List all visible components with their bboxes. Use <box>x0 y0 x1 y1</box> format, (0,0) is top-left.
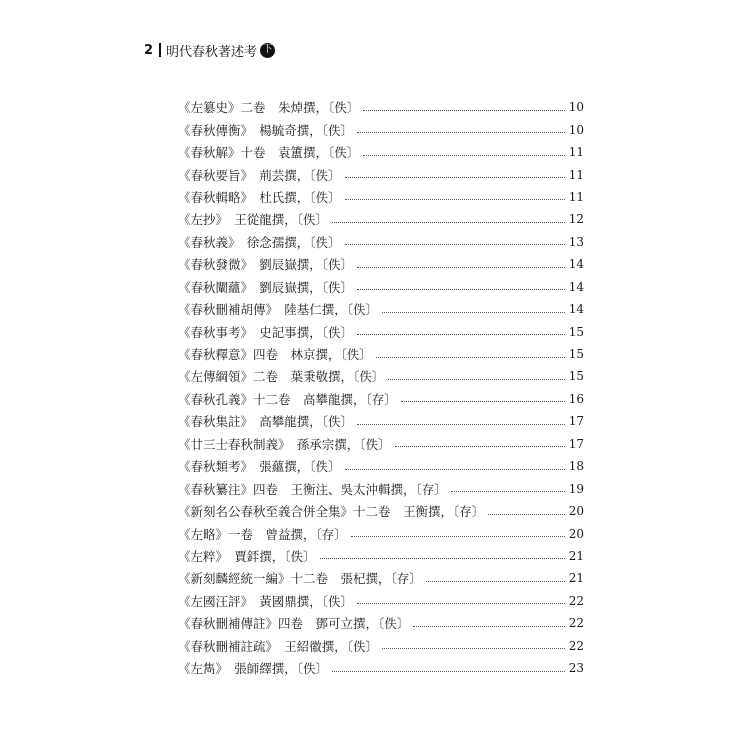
toc-entry-page: 19 <box>568 481 584 496</box>
toc-entry <box>178 96 584 118</box>
dot-leader <box>345 244 565 245</box>
toc-entry-page: 22 <box>568 638 584 653</box>
toc-entry <box>178 141 584 163</box>
dot-leader <box>426 581 565 582</box>
toc-entry <box>178 635 584 657</box>
toc-entry-title: 《春秋解》十卷 袁簠撰，〔佚〕 <box>178 145 360 161</box>
dot-leader <box>395 446 565 447</box>
dot-leader <box>357 334 565 335</box>
toc-entry <box>178 298 584 320</box>
dot-leader <box>357 603 565 604</box>
toc-entry-title: 《春秋要旨》 荊芸撰，〔佚〕 <box>178 167 341 183</box>
dot-leader <box>488 514 564 515</box>
toc-entry <box>178 320 584 342</box>
toc-entry <box>178 118 584 140</box>
toc-entry-page: 13 <box>568 234 584 249</box>
table-of-contents <box>178 96 584 679</box>
toc-entry <box>178 545 584 567</box>
toc-entry-page: 14 <box>568 302 584 317</box>
toc-entry-page: 15 <box>568 324 584 339</box>
page-number: 2 <box>144 42 154 58</box>
toc-entry-page: 14 <box>568 257 584 272</box>
toc-entry-title: 《春秋刪補傳註》四卷 鄧可立撰，〔佚〕 <box>178 616 410 632</box>
book-title: 明代春秋著述考 <box>166 44 258 60</box>
toc-entry-title: 《春秋輯略》 杜氏撰，〔佚〕 <box>178 189 341 205</box>
toc-entry-title: 《春秋事考》 史記事撰，〔佚〕 <box>178 324 354 340</box>
toc-entry-page: 11 <box>568 189 584 204</box>
toc-entry-page: 16 <box>568 391 584 406</box>
dot-leader <box>376 357 565 358</box>
toc-entry-title: 《春秋刪補註疏》 王紹徽撰，〔佚〕 <box>178 638 379 654</box>
toc-entry-title: 《左傳綱領》二卷 葉秉敬撰，〔佚〕 <box>178 369 385 385</box>
toc-entry-title: 《左略》一卷 曾益撰，〔存〕 <box>178 526 347 542</box>
toc-entry <box>178 657 584 679</box>
toc-entry <box>178 388 584 410</box>
toc-entry-title: 《春秋義》 徐念孺撰，〔佚〕 <box>178 234 341 250</box>
toc-entry <box>178 500 584 522</box>
dot-leader <box>332 671 565 672</box>
toc-entry-page: 21 <box>568 571 584 586</box>
dot-leader <box>345 469 565 470</box>
toc-entry-page: 15 <box>568 369 584 384</box>
toc-entry-page: 15 <box>568 347 584 362</box>
toc-entry-page: 21 <box>568 548 584 563</box>
dot-leader <box>357 267 565 268</box>
toc-entry <box>178 186 584 208</box>
toc-entry-title: 《春秋集註》 高攀龍撰，〔佚〕 <box>178 414 354 430</box>
toc-entry <box>178 343 584 365</box>
dot-leader <box>332 222 565 223</box>
toc-entry-page: 17 <box>568 436 584 451</box>
toc-entry-page: 20 <box>568 526 584 541</box>
toc-entry-page: 20 <box>568 504 584 519</box>
dot-leader <box>357 132 565 133</box>
dot-leader <box>351 536 565 537</box>
toc-entry-page: 11 <box>568 167 584 182</box>
toc-entry-page: 10 <box>568 100 584 115</box>
dot-leader <box>345 177 565 178</box>
toc-entry <box>178 612 584 634</box>
toc-entry-title: 《春秋發微》 劉辰嶽撰，〔佚〕 <box>178 257 354 273</box>
toc-entry <box>178 231 584 253</box>
dot-leader <box>413 626 564 627</box>
dot-leader <box>388 379 564 380</box>
toc-entry-page: 22 <box>568 593 584 608</box>
dot-leader <box>345 199 565 200</box>
running-header <box>144 40 275 60</box>
toc-entry-title: 《春秋纂注》四卷 王衡注、吳太沖輯撰，〔存〕 <box>178 481 447 497</box>
volume-badge: 下 <box>260 43 275 58</box>
dot-leader <box>357 289 565 290</box>
toc-entry-title: 《左雋》 張師繹撰，〔佚〕 <box>178 661 329 677</box>
toc-entry-page: 18 <box>568 459 584 474</box>
toc-entry-page: 12 <box>568 212 584 227</box>
toc-entry-title: 《左簒史》二卷 朱焯撰，〔佚〕 <box>178 100 360 116</box>
toc-entry-title: 《左粹》 賈銔撰，〔佚〕 <box>178 548 316 564</box>
toc-entry <box>178 410 584 432</box>
toc-entry-page: 11 <box>568 145 584 160</box>
dot-leader <box>382 648 565 649</box>
toc-entry-title: 《春秋類考》 張蘊撰，〔佚〕 <box>178 459 341 475</box>
toc-entry-page: 22 <box>568 616 584 631</box>
header-divider <box>159 43 161 57</box>
dot-leader <box>382 312 565 313</box>
dot-leader <box>451 491 565 492</box>
toc-entry-title: 《春秋孔義》十二卷 高攀龍撰，〔存〕 <box>178 391 397 407</box>
toc-entry-title: 《春秋刪補胡傳》 陸基仁撰，〔佚〕 <box>178 302 379 318</box>
toc-entry-title: 《廿三士春秋制義》 孫承宗撰，〔佚〕 <box>178 436 391 452</box>
toc-entry-page: 14 <box>568 279 584 294</box>
toc-entry-page: 23 <box>568 661 584 676</box>
toc-entry-title: 《左國汪評》 黃國鼎撰，〔佚〕 <box>178 593 354 609</box>
toc-entry <box>178 477 584 499</box>
toc-entry-title: 《春秋傳衡》 楊毓奇撰，〔佚〕 <box>178 122 354 138</box>
toc-entry-title: 《春秋闡蘊》 劉辰嶽撰，〔佚〕 <box>178 279 354 295</box>
toc-entry <box>178 590 584 612</box>
toc-entry <box>178 276 584 298</box>
toc-entry <box>178 365 584 387</box>
dot-leader <box>363 110 564 111</box>
toc-entry <box>178 433 584 455</box>
dot-leader <box>357 424 565 425</box>
toc-entry <box>178 455 584 477</box>
dot-leader <box>363 155 564 156</box>
toc-entry <box>178 567 584 589</box>
toc-entry-title: 《春秋釋意》四卷 林京撰，〔佚〕 <box>178 347 372 363</box>
toc-entry-title: 《新刻名公春秋至義合併全集》十二卷 王衡撰，〔存〕 <box>178 504 485 520</box>
toc-entry <box>178 522 584 544</box>
dot-leader <box>401 401 565 402</box>
toc-entry <box>178 253 584 275</box>
toc-entry-title: 《新刻麟經統一編》十二卷 張杞撰，〔存〕 <box>178 571 422 587</box>
toc-entry-page: 10 <box>568 122 584 137</box>
toc-entry <box>178 208 584 230</box>
dot-leader <box>320 558 565 559</box>
toc-entry-page: 17 <box>568 414 584 429</box>
toc-entry-title: 《左抄》 王從龍撰，〔佚〕 <box>178 212 329 228</box>
toc-entry <box>178 163 584 185</box>
